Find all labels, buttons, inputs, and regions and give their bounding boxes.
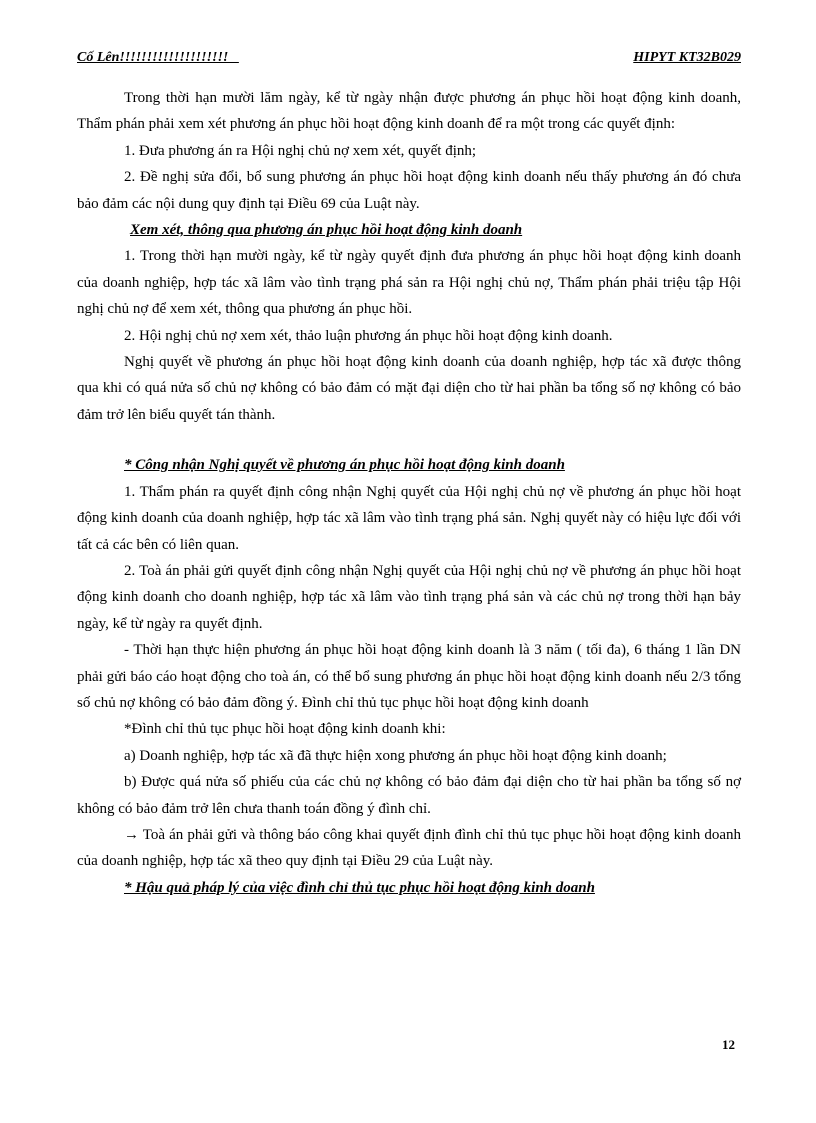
paragraph: 2. Hội nghị chủ nợ xem xét, thảo luận phương án phục hồi hoạt động kinh doanh. [124,327,613,344]
page-number: 12 [722,1037,735,1052]
paragraph: 1. Thẩm phán ra quyết định công nhận Nghị quyết của Hội nghị chủ nợ về phương án phục hồi hoạt động kinh doanh của doanh nghiệp, hợp tác xã lâm vào tình trạng phá sản. Nghị quyết này có hiệu lực đối với tất cả các bên có liên quan. [77,483,741,553]
section-heading-text: Xem xét, thông qua phương án phục hồi hoạt động kinh doanh [130,222,523,239]
paragraph: 2. Toà án phải gửi quyết định công nhận Nghị quyết của Hội nghị chủ nợ về phương án phục hồi hoạt động kinh doanh cho doanh nghiệp, hợp tác xã lâm vào tình trạng phá sản và các chủ nợ trong thời hạn bảy ngày, kể từ ngày ra quyết định. [77,562,741,632]
paragraph: 1. Đưa phương án ra Hội nghị chủ nợ xem xét, quyết định; [124,142,477,159]
header-left-text: Cố Lên!!!!!!!!!!!!!!!!!!!! [77,50,239,65]
document-body [77,85,741,901]
section-heading-text: * Công nhận Nghị quyết về phương án phục hồi hoạt động kinh doanh [124,457,565,474]
section-heading-text: * Hậu quả pháp lý của việc đình chỉ thủ tục phục hồi hoạt động kinh doanh [124,879,595,896]
section-heading [77,452,741,478]
paragraph-gap [77,428,741,452]
header-document-code: HIPYT KT32B029 [633,50,741,65]
section-heading [77,217,741,243]
page-header [77,50,741,72]
paragraph: 2. Đề nghị sửa đổi, bổ sung phương án phục hồi hoạt động kinh doanh nếu thấy phương án đó chưa bảo đảm các nội dung quy định tại Điều 69 của Luật này. [77,169,741,212]
section-heading [77,875,741,901]
paragraph: b) Được quá nửa số phiếu của các chủ nợ không có bảo đảm đại diện cho từ hai phần ba tổng số nợ không có bảo đảm trở lên chưa thanh toán đồng ý đình chỉ. [77,774,741,817]
paragraph: → Toà án phải gửi và thông báo công khai quyết định đình chỉ thủ tục phục hồi hoạt động kinh doanh của doanh nghiệp, hợp tác xã theo quy định tại Điều 29 của Luật này. [77,826,741,870]
paragraph: a) Doanh nghiệp, hợp tác xã đã thực hiện xong phương án phục hồi hoạt động kinh doanh; [124,747,667,764]
paragraph: - Thời hạn thực hiện phương án phục hồi hoạt động kinh doanh là 3 năm ( tối đa), 6 tháng 1 lần DN phải gửi báo cáo hoạt động cho toà án, có thể bổ sung phương án phục hồi hoạt động kinh doanh nếu 2/3 tổng số chủ nợ không có bảo đảm đồng ý. Đình chỉ thủ tục phục hồi hoạt động kinh doanh [77,642,741,711]
paragraph: 1. Trong thời hạn mười ngày, kể từ ngày quyết định đưa phương án phục hồi hoạt động kinh doanh của doanh nghiệp, hợp tác xã lâm vào tình trạng phá sản ra Hội nghị chủ nợ, Thẩm phán phải triệu tập Hội nghị chủ nợ để xem xét, thông qua phương án phục hồi. [77,248,741,318]
paragraph: Trong thời hạn mười lăm ngày, kể từ ngày nhận được phương án phục hồi hoạt động kinh doanh, Thẩm phán phải xem xét phương án phục hồi hoạt động kinh doanh để ra một trong các quyết định: [77,90,741,133]
paragraph: *Đình chỉ thủ tục phục hồi hoạt động kinh doanh khi: [124,721,446,738]
paragraph: Nghị quyết về phương án phục hồi hoạt động kinh doanh của doanh nghiệp, hợp tác xã được thông qua khi có quá nửa số chủ nợ không có bảo đảm có mặt đại diện cho từ hai phần ba tổng số nợ không có bảo đảm trở lên biểu quyết tán thành. [77,354,741,423]
